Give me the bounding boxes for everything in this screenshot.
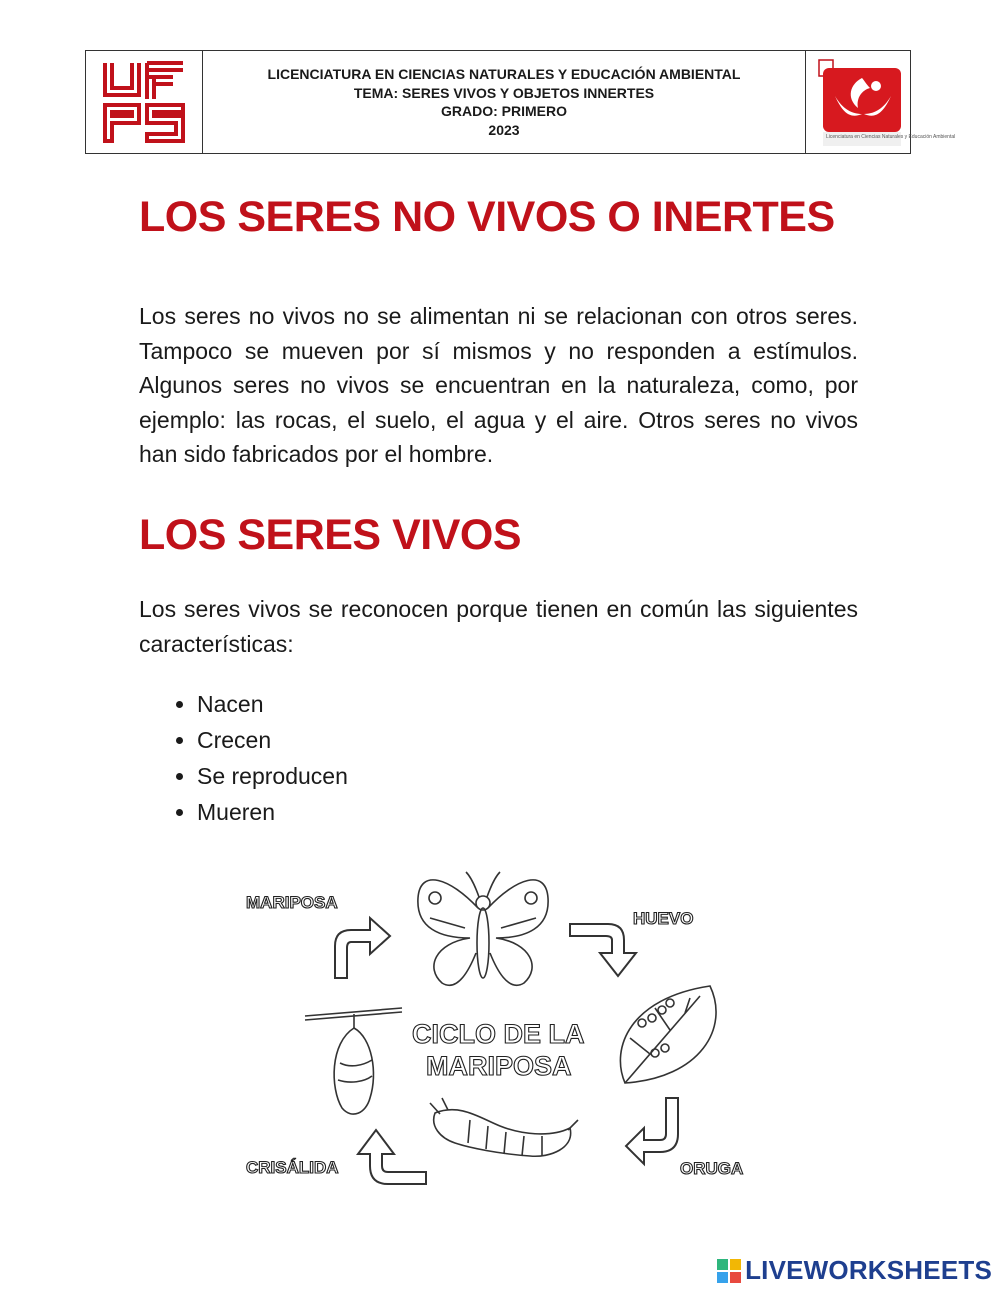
- paragraph-non-living: Los seres no vivos no se alimentan ni se relacionan con otros seres. Tampoco se mueven por sí mismos y no responden a estímulos. Algunos seres no vivos se encuentran en la naturaleza, como, por ejemplo: las rocas, el suelo, el agua y el aire. Otros seres no vivos han sido fabricados por el hombre.: [139, 303, 858, 467]
- caterpillar-icon: [430, 1098, 578, 1156]
- butterfly-life-cycle: [230, 858, 770, 1198]
- paragraph-living: Los seres vivos se reconocen porque tienen en común las siguientes características:: [139, 596, 858, 657]
- cycle-title-line1: CICLO DE LA: [412, 1019, 585, 1049]
- liveworksheets-logo-icon: [717, 1259, 741, 1283]
- section-title-living: LOS SERES VIVOS: [139, 511, 521, 559]
- ufps-logo: [101, 59, 187, 145]
- program-logo-cell: [805, 51, 956, 153]
- traits-list: [139, 686, 348, 830]
- list-item: • Nacen: [197, 686, 348, 722]
- list-item: • Mueren: [197, 794, 348, 830]
- label-crisalida: CRISÁLIDA: [246, 1158, 339, 1177]
- label-huevo: HUEVO: [633, 909, 694, 928]
- liveworksheets-brand: LIVEWORKSHEETS: [745, 1255, 992, 1285]
- arrow-to-crisalida-icon: [358, 1130, 426, 1184]
- butterfly-icon: [418, 872, 548, 985]
- arrow-to-mariposa-icon: [335, 918, 390, 978]
- header-titles: [203, 51, 805, 153]
- list-item: • Se reproducen: [197, 758, 348, 794]
- arrow-to-oruga-icon: [626, 1098, 678, 1164]
- header-grade: GRADO: PRIMERO: [441, 103, 567, 119]
- program-logo: [813, 56, 956, 148]
- program-logo-caption: Licenciatura en Ciencias Naturales y Educación Ambiental: [826, 134, 956, 140]
- header-year: 2023: [488, 121, 520, 138]
- chrysalis-icon: [305, 1008, 402, 1114]
- liveworksheets-footer: [717, 1255, 992, 1286]
- document-header: [85, 50, 956, 154]
- list-item: • Crecen: [197, 722, 348, 758]
- arrow-to-huevo-icon: [570, 924, 636, 976]
- label-oruga: ORUGA: [680, 1159, 744, 1178]
- leaf-eggs-icon: [620, 986, 716, 1083]
- header-topic: TEMA: SERES VIVOS Y OBJETOS INNERTES: [353, 84, 655, 101]
- section-title-non-living: LOS SERES NO VIVOS O INERTES: [139, 193, 835, 241]
- header-program: LICENCIATURA EN CIENCIAS NATURALES Y EDUCACIÓN AMBIENTAL: [267, 66, 741, 82]
- cycle-title-line2: MARIPOSA: [426, 1051, 572, 1081]
- label-mariposa: MARIPOSA: [246, 893, 338, 912]
- ufps-logo-cell: [86, 51, 203, 153]
